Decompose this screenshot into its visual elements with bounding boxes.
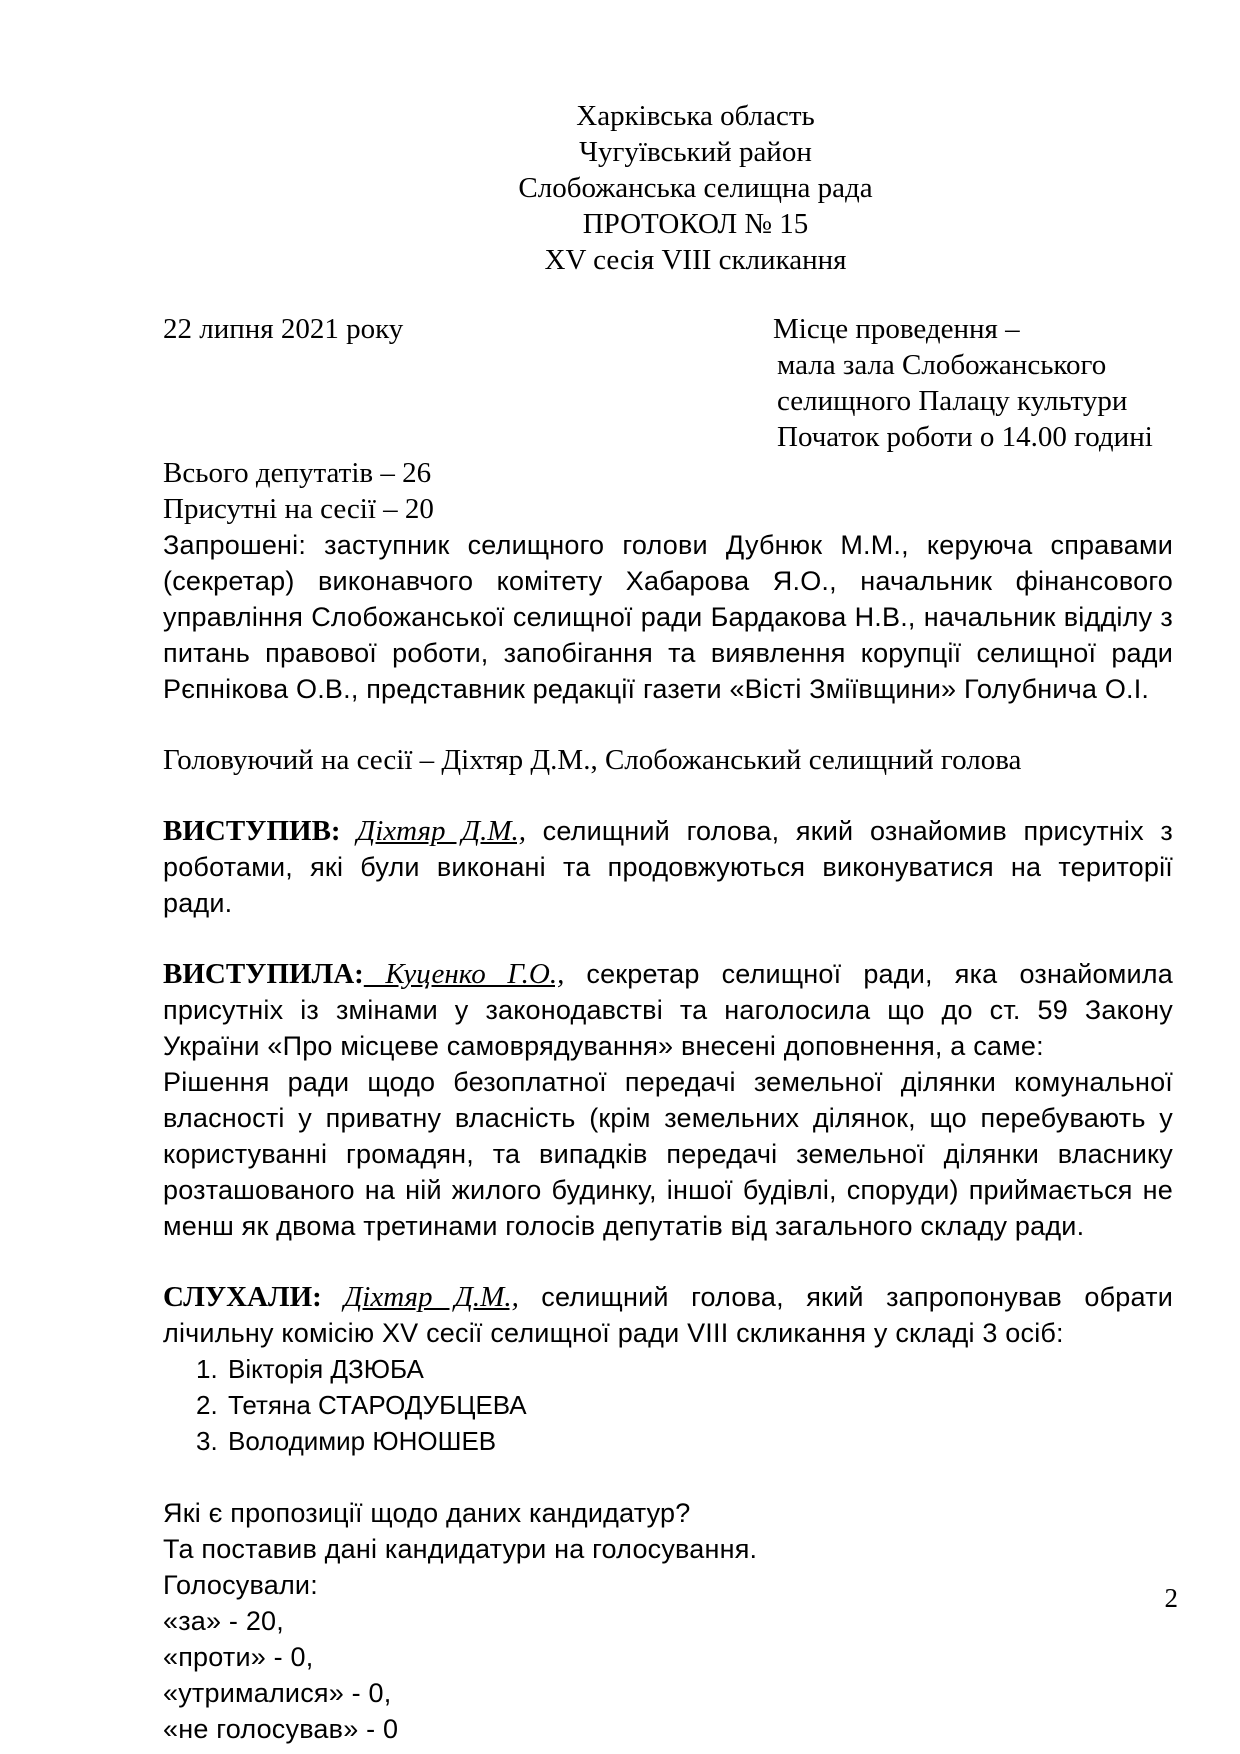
chair-line: Головуючий на сесії – Діхтяр Д.М., Слобожанський селищний голова [163,744,1022,776]
heard-text: селищний голова, який запропонував обрати лічильну комісію XV сесії селищної ради VIII скликання у складі 3 осіб: [163,1282,1173,1348]
vote-abstained: «утрималися» - 0, [163,1678,392,1708]
voted-label: Голосували: [163,1570,318,1600]
vote-against: «проти» - 0, [163,1642,314,1672]
speech-2-speaker: Куценко Г.О., [363,958,565,990]
put-to-vote-line: Та поставив дані кандидатури на голосування. [163,1534,758,1564]
meta-block [163,311,1173,455]
document-header [218,98,1173,278]
place-line-3: селищного Палацу культури [777,385,1128,417]
proposals-question: Які є пропозиції щодо даних кандидатур? [163,1498,691,1528]
speech-2 [163,956,1173,1064]
speech-1-text: селищний голова, який ознайомив присутніх з роботами, які були виконані та продовжуються виконуватися на території ради. [163,816,1174,918]
heard-speaker: Діхтяр Д.М., [343,1281,519,1313]
candidate-name: Тетяна СТАРОДУБЦЕВА [228,1390,527,1420]
document-body [163,98,1173,1747]
heard-block [163,1279,1173,1351]
speech-2-text: секретар селищної ради, яка ознайомила присутніх із змінами у законодавстві та наголосила що до ст. 59 Закону України «Про місцеве самоврядування» внесені доповнення, а саме: [163,959,1173,1061]
session-date: 22 липня 2021 року [163,313,404,345]
page-number: 2 [1164,1583,1178,1613]
speech-1-speaker: Діхтяр Д.М., [356,815,526,847]
vote-for: «за» - 20, [163,1606,284,1636]
start-time-line: Початок роботи о 14.00 годині [777,421,1153,453]
invited-paragraph: Запрошені: заступник селищного голови Дубнюк М.М., керуюча справами (секретар) виконавчого комітету Хабарова Я.О., начальник фінансового управління Слобожанської селищної ради Бардакова Н.В., начальник відділу з питань правової роботи, запобігання та виявлення корупції селищної ради Рєпнікова О.В., представник редакції газети «Вісті Зміївщини» Голубнича О.І. [163,530,1173,704]
speech-2-label: ВИСТУПИЛА: [163,958,364,990]
candidates-list [163,1351,1173,1459]
district-line: Чугуївський район [579,136,812,168]
vote-not-voted: «не голосував» - 0 [163,1714,399,1744]
session-place [773,311,1193,455]
speech-1 [163,813,1173,921]
place-line-1: Місце проведення – [773,313,1020,345]
session-line: XV сесія VIII скликання [544,244,847,276]
total-deputies: Всього депутатів – 26 [163,457,432,489]
list-item: 3. Володимир ЮНОШЕВ [196,1426,497,1456]
law-quote: Рішення ради щодо безоплатної передачі земельної ділянки комунальної власності у приватну власність (крім земельних ділянок, що перебувають у користуванні громадян, та випадків передачі земельної ділянки власнику розташованого на ній жилого будинку, іншої будівлі, споруди) приймається не менш як двома третинами голосів депутатів від загального складу ради. [163,1067,1173,1241]
list-item: 1. Вікторія ДЗЮБА [196,1354,424,1384]
council-line: Слобожанська селищна рада [518,172,873,204]
heard-label: СЛУХАЛИ: [163,1281,322,1313]
list-item: 2. Тетяна СТАРОДУБЦЕВА [196,1390,527,1420]
speech-1-label: ВИСТУПИВ: [163,815,341,847]
region-line: Харківська область [576,100,815,132]
protocol-title: ПРОТОКОЛ № 15 [582,208,809,240]
present-deputies: Присутні на сесії – 20 [163,493,434,525]
candidate-name: Володимир ЮНОШЕВ [228,1426,497,1456]
candidate-name: Вікторія ДЗЮБА [228,1354,424,1384]
place-line-2: мала зала Слобожанського [777,349,1107,381]
